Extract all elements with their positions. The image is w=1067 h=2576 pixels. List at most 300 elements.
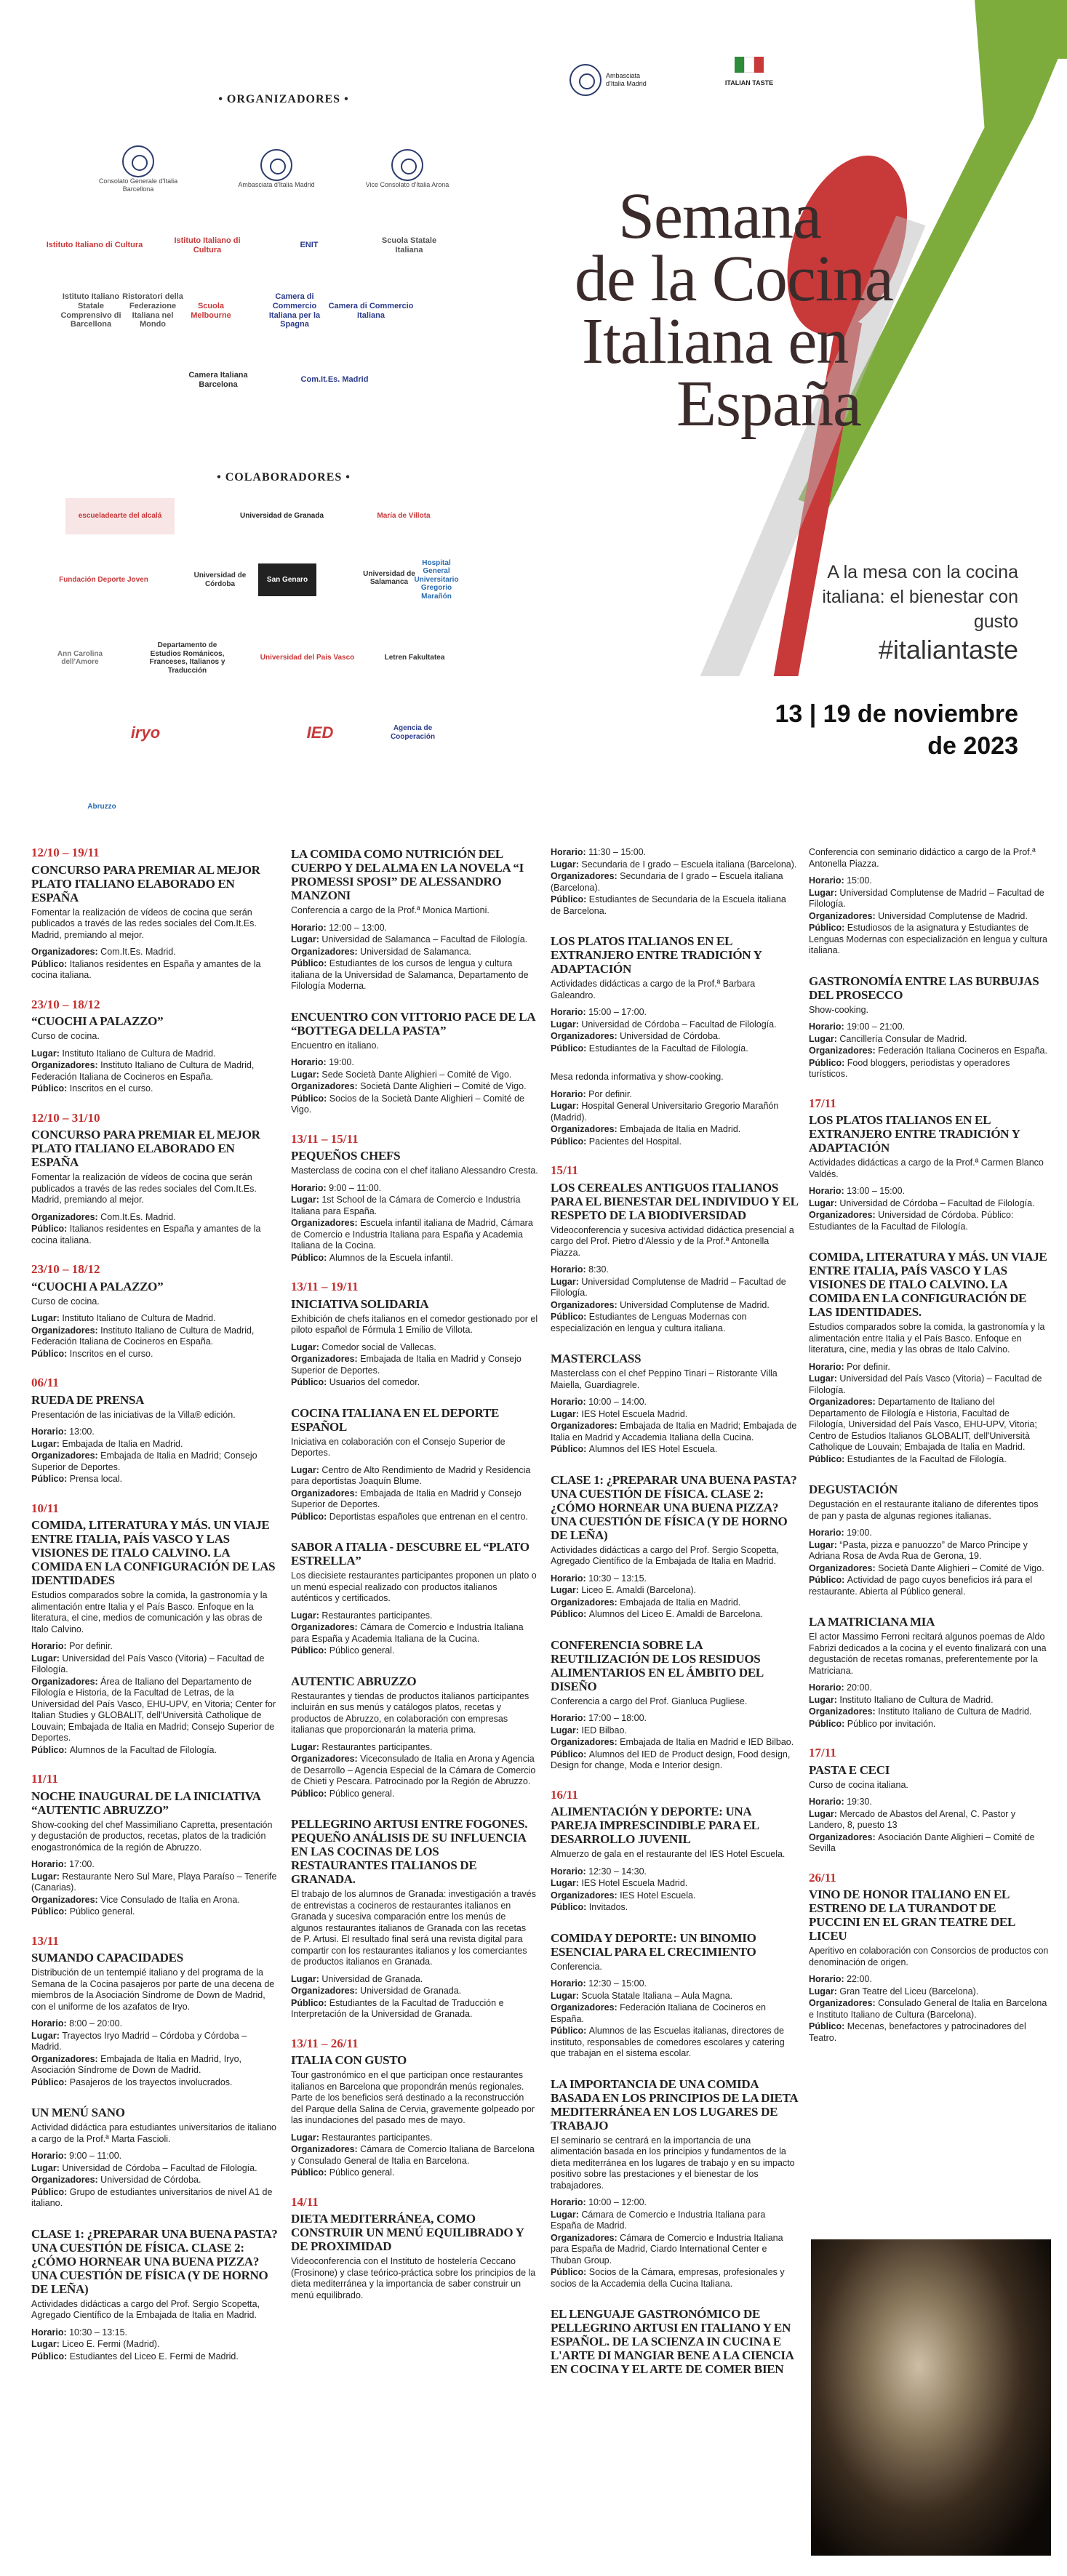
event-detail-row: Organizadores: Cámara de Comercio Italiana de Barcelona y Consulado General de Italia en Barcelona. (291, 2144, 535, 2166)
event-detail-row: Lugar: Comedor social de Vallecas. (291, 1341, 436, 1352)
organizer-logo: Scuola Statale Italiana (381, 236, 437, 254)
collaborator-logo: Universidad de Córdoba (193, 571, 247, 588)
event-detail-row: Organizadores: Universidad de Granada. (291, 1986, 462, 1996)
event-details (809, 1362, 1049, 1466)
event-details (551, 1978, 798, 2060)
event-detail-row: Lugar: Universidad Complutense de Madrid – Facultad de Filología. (551, 1276, 786, 1298)
program-event (809, 1482, 1049, 1597)
event-details (551, 847, 798, 917)
event-detail-row: Organizadores: Embajada de Italia en Madrid; Consejo Superior de Deportes. (31, 1450, 257, 1472)
event-title: PELLEGRINO ARTUSI ENTRE FOGONES. PEQUEÑO ANÁLISIS DE SU INFLUENCIA EN LAS COCINAS DE LOS RESTAURANTES ITALIANOS DE GRANADA. (291, 1817, 528, 1886)
event-detail-row: Organizadores: Universidad de Córdoba. (31, 2175, 201, 2185)
event-details (291, 2132, 538, 2179)
event-detail-row: Público: Actividad de pago cuyos beneficios irá para el restaurante. Abierta al Público general. (809, 1575, 1033, 1597)
event-description: Mesa redonda informativa y show-cooking. (551, 1072, 724, 1082)
event-title: “CUOCHI A PALAZZO” (31, 1279, 164, 1293)
event-title: SABOR A ITALIA - DESCUBRE EL “PLATO ESTRELLA” (291, 1540, 529, 1568)
event-detail-row: Organizadores: Federación Italiana Cocineros en España. (809, 1046, 1047, 1056)
event-detail-row: Horario: 8:30. (551, 1264, 609, 1275)
event-detail-row: Horario: 12:30 – 15:00. (551, 1978, 647, 1989)
event-details (809, 1974, 1049, 2044)
event-date: 23/10 – 18/12 (31, 1262, 100, 1276)
event-date: 12/10 – 19/11 (31, 846, 100, 859)
event-detail-row: Público: Alumnos del IES Hotel Escuela. (551, 1444, 718, 1454)
event-description: Videoconferencia y sucesiva actividad didáctica presencial a cargo del Prof. Pietro d'Alessio y de la Prof.ª Antonella Piazza. (551, 1224, 794, 1258)
event-date: 11/11 (31, 1772, 58, 1786)
event-title: COCINA ITALIANA EN EL DEPORTE ESPAÑOL (291, 1405, 500, 1434)
event-detail-row: Horario: 10:30 – 13:15. (31, 2327, 128, 2338)
organizer-logo: Vice Consolato d'Italia Arona (353, 135, 462, 204)
event-title: CONFERENCIA SOBRE LA REUTILIZACIÓN DE LOS RESIDUOS ALIMENTARIOS EN EL ÁMBITO DEL DISEÑO (551, 1637, 764, 1693)
program-event (31, 1773, 279, 1918)
event-details (291, 1057, 538, 1116)
event-detail-row: Organizadores: Embajada de Italia en Madrid. (551, 1597, 741, 1608)
event-title: VINO DE HONOR ITALIANO EN EL ESTRENO DE LA TURANDOT DE PUCCINI EN EL GRAN TEATRE DEL LICEU (809, 1887, 1015, 1943)
program-event (551, 1789, 798, 1914)
event-detail-row: Horario: Por definir. (31, 1641, 113, 1651)
event-detail-row: Público: Alumnos de la Escuela infantil. (291, 1252, 454, 1263)
event-detail-row: Organizadores: Cámara de Comercio e Industria Italiana para España de Madrid, Ciardo International Center e Thuban Group. (551, 2232, 783, 2266)
event-details (291, 1742, 538, 1800)
event-detail-row: Público: Prensa local. (31, 1474, 123, 1484)
event-detail-row: Horario: 19:00 – 21:00. (809, 1022, 906, 1032)
event-description: Conferencia a cargo del Prof. Gianluca Pugliese. (551, 1696, 748, 1706)
event-detail-row: Público: Alumnos de las Escuelas italianas, directores de instituto, responsables de comedores escolares y catering que trabajan en el sistema escolar. (551, 2026, 785, 2058)
collaborator-logo: San Genaro (258, 563, 316, 596)
event-detail-row: Horario: Por definir. (551, 1088, 632, 1099)
event-description: Encuentro en italiano. (291, 1040, 379, 1051)
event-detail-row: Horario: 9:00 – 11:00. (291, 1182, 382, 1193)
event-detail-row: Horario: 15:00. (809, 875, 872, 886)
event-title: COMIDA, LITERATURA Y MÁS. UN VIAJE ENTRE ITALIA, PAÍS VASCO Y LAS VISIONES DE ITALO CALVINO. LA COMIDA EN LA CONFIGURACIÓN DE LAS IDENTIDADES. (809, 1250, 1047, 1319)
event-details (809, 1528, 1049, 1597)
event-detail-row: Horario: 9:00 – 11:00. (31, 2151, 122, 2161)
event-detail-row: Organizadores: Área de Italiano del Departamento de Filología e Historia, de la Facultad de Letras, de la Universidad del País Vasco, EHU-UPV, en Vitoria; Center for Italian Studies y GLOBALIT, dell'Università Catholique de Louvain; Embajada de Italia en Madrid; Consejo Superior de Deportes. (31, 1676, 276, 1743)
event-detail-row: Organizadores: Universidad de Córdoba. Público: Estudiantes de la Facultad de Filología. (809, 1210, 1014, 1232)
event-detail-row: Lugar: Instituto Italiano de Cultura de Madrid. (31, 1313, 216, 1323)
event-detail-row: Público: Alumnos del Liceo E. Amaldi de Barcelona. (551, 1609, 763, 1619)
event-title: UN MENÚ SANO (31, 2106, 125, 2119)
event-details (551, 1866, 798, 1914)
collaborator-logo: Letren Fakultatea (384, 654, 445, 662)
event-detail-row: Organizadores: Embajada de Italia en Madrid e IED Bilbao. (551, 1737, 794, 1747)
event-detail-row: Lugar: Instituto Italiano de Cultura de Madrid. (809, 1694, 994, 1705)
event-description: Iniciativa en colaboración con el Consejo Superior de Deportes. (291, 1436, 505, 1458)
event-detail-row: Organizadores: Cámara de Comercio e Industria Italiana para España y Academia Italiana de la Cucina. (291, 1622, 524, 1644)
event-detail-row: Organizadores: Instituto Italiano de Cultura de Madrid, Federación Italiana de Cocineros en España. (31, 1325, 255, 1347)
event-detail-row: Público: Público general. (291, 1788, 395, 1799)
event-detail-row: Organizadores: Consulado General de Italia en Barcelona e Instituto Italiano de Cultura (Barcelona). (809, 1998, 1047, 2020)
program-event (31, 2227, 279, 2363)
collaborator-logo: María de Villota (377, 512, 431, 521)
event-detail-row: Organizadores: Instituto Italiano de Cultura de Madrid, Federación Italiana de Cocineros en España. (31, 1060, 255, 1082)
event-details (31, 2151, 279, 2210)
event-date: 17/11 (809, 1096, 836, 1110)
event-description: Conferencia. (551, 1961, 602, 1972)
event-title: LOS PLATOS ITALIANOS EN EL EXTRANJERO ENTRE TRADICIÓN Y ADAPTACIÓN (551, 934, 762, 976)
program-event (291, 1010, 538, 1116)
event-details (291, 1183, 538, 1264)
collaborator-logo: Universidad del País Vasco (260, 654, 355, 662)
event-details (551, 1397, 798, 1456)
organizer-logo: Istituto Italiano Statale Comprensivo di Barcellona (60, 292, 121, 329)
event-title: COMIDA, LITERATURA Y MÁS. UN VIAJE ENTRE ITALIA, PAÍS VASCO Y LAS VISIONES DE ITALO CALVINO. LA COMIDA EN LA CONFIGURACIÓN DE LAS IDENTIDADES (31, 1518, 276, 1587)
event-detail-row: Lugar: Scuola Statale Italiana – Aula Magna. (551, 1990, 733, 2001)
event-detail-row: Lugar: Liceo E. Fermi (Madrid). (31, 2339, 160, 2349)
event-detail-row: Público: Inscritos en el curso. (31, 1083, 153, 1094)
event-description: Restaurantes y tiendas de productos italianos participantes incluirán en sus menús y catálogos platos, recetas y productos de Abruzzo, en colaboración con empresas italianas que proporcionarán la materia prima. (291, 1690, 529, 1735)
event-detail-row: Horario: 15:00 – 17:00. (551, 1007, 647, 1017)
event-detail-row: Lugar: Universidad del País Vasco (Vitoria) – Facultad de Filología. (809, 1373, 1042, 1395)
event-title: LA IMPORTANCIA DE UNA COMIDA BASADA EN LOS PRINCIPIOS DE LA DIETA MEDITERRÁNEA EN LOS LUGARES DE TRABAJO (551, 2077, 798, 2132)
event-detail-row: Lugar: Universidad de Granada. (291, 1973, 423, 1984)
event-date: 10/11 (31, 1501, 59, 1515)
event-detail-row: Organizadores: Embajada de Italia en Madrid y Consejo Superior de Deportes. (291, 1488, 521, 1509)
event-detail-row: Horario: 10:00 – 12:00. (551, 2197, 647, 2207)
event-details (291, 923, 538, 992)
event-description: Curso de cocina. (31, 1031, 100, 1041)
event-detail-row: Lugar: Universidad del País Vasco (Vitoria) – Facultad de Filología. (31, 1653, 265, 1674)
event-detail-row: Horario: 17:00 – 18:00. (551, 1713, 647, 1723)
program-column-1 (31, 847, 279, 2380)
event-detail-row: Lugar: Instituto Italiano de Cultura de Madrid. (31, 1048, 216, 1059)
event-detail-row: Lugar: Restaurantes participantes. (291, 1610, 433, 1621)
event-detail-row: Público: Pacientes del Hospital. (551, 1136, 682, 1147)
event-detail-row: Organizadores: Viceconsulado de Italia en Arona y Agencia de Desarrollo – Agencia Especial de la Cámara de Comercio de Chieti y Pescara. Patrocinado por la Región de Abruzzo. (291, 1754, 536, 1786)
event-detail-row: Público: Inscritos en el curso. (31, 1348, 153, 1359)
event-details (31, 1641, 279, 1756)
collaborator-logo: iryo (55, 716, 236, 749)
organizer-logo: Camera di Commercio Italiana per la Spagna (268, 292, 321, 329)
event-detail-row: Público: Mecenas, benefactores y patrocinadores del Teatro. (809, 2021, 1026, 2043)
organizer-logo: Ambasciata d'Italia Madrid (222, 135, 331, 204)
event-title: RUEDA DE PRENSA (31, 1392, 145, 1407)
event-detail-row: Público: Público general. (291, 1645, 395, 1656)
event-detail-row: Público: Alumnos del IED de Product design, Food design, Design for change, Moda e Interior design. (551, 1749, 791, 1770)
event-detail-row: Organizadores: Instituto Italiano de Cultura de Madrid. (809, 1706, 1032, 1717)
event-detail-row: Público: Food bloggers, periodistas y operadores turísticos. (809, 1057, 1010, 1079)
event-title: LA COMIDA COMO NUTRICIÓN DEL CUERPO Y DEL ALMA EN LA NOVELA “I PROMESSI SPOSI” DE ALESSANDRO MANZONI (291, 847, 524, 902)
event-details (809, 1186, 1049, 1232)
program-event (31, 847, 279, 982)
event-description: Actividad didáctica para estudiantes universitarios de italiano a cargo de la Prof.ª Marta Fascioli. (31, 2122, 276, 2144)
program-event (291, 1817, 538, 2021)
program-event (551, 2307, 798, 2376)
event-detail-row: Organizadores: Universidad Complutense de Madrid. (809, 910, 1028, 921)
event-description: Almuerzo de gala en el restaurante del IES Hotel Escuela. (551, 1849, 786, 1859)
program-event (291, 1281, 538, 1389)
event-detail-row: Horario: 22:00. (809, 1974, 872, 1984)
event-description: Presentación de las iniciativas de la Villa® edición. (31, 1409, 236, 1420)
event-detail-row: Organizadores: Com.It.Es. Madrid. (31, 1211, 176, 1222)
program-event (551, 934, 798, 1054)
collaborator-logo: Hospital General Universitario Gregorio Marañón (414, 558, 459, 601)
event-detail-row: Organizadores: Vice Consulado de Italia en Arona. (31, 1894, 240, 1905)
organizer-logo: Com.It.Es. Madrid (300, 375, 369, 385)
event-detail-row: Organizadores: Universidad de Córdoba. (551, 1031, 721, 1041)
collaborator-logo: Agencia de Cooperación (390, 724, 436, 741)
event-title: CONCURSO PARA PREMIAR EL MEJOR PLATO ITALIANO ELABORADO EN ESPAÑA (31, 1128, 260, 1169)
event-date: 15/11 (551, 1163, 578, 1177)
event-details (551, 1264, 798, 1334)
event-title: NOCHE INAUGURAL DE LA INICIATIVA “AUTENTIC ABRUZZO” (31, 1789, 260, 1817)
event-title: SUMANDO CAPACIDADES (31, 1951, 183, 1965)
event-date: 13/11 – 26/11 (291, 2036, 359, 2050)
program-event (31, 1264, 279, 1360)
event-description: Show-cooking. (809, 1004, 868, 1015)
event-description: Estudios comparados sobre la comida, la gastronomía y la alimentación entre Italia y el País Basco. Enfoque en la literatura, el cine, medios de comunicación y las obras de Italo Calvino. (31, 1590, 268, 1634)
event-detail-row: Lugar: IES Hotel Escuela Madrid. (551, 1408, 688, 1419)
program-event (291, 1133, 538, 1264)
event-detail-row: Organizadores: Società Dante Alighieri – Comité de Vigo. (809, 1562, 1044, 1573)
event-title: PEQUEÑOS CHEFS (291, 1149, 401, 1163)
event-detail-row: Horario: 20:00. (809, 1682, 872, 1693)
collaborator-logo: Departamento de Estudios Románicos, Franceses, Italianos y Traducción (149, 641, 225, 675)
event-detail-row: Público: Estudiantes de la Facultad de Filología. (809, 1453, 1007, 1464)
event-description: Conferencia con seminario didáctico a cargo de la Prof.ª Antonella Piazza. (809, 847, 1036, 869)
program-event (31, 999, 279, 1095)
event-detail-row: Público: Alumnos de la Facultad de Filología. (31, 1744, 217, 1755)
event-description: Degustación en el restaurante italiano de diferentes tipos de pan y pasta de algunas regiones italianas. (809, 1499, 1039, 1521)
program-event (809, 1250, 1049, 1465)
event-detail-row: Horario: 19:00. (291, 1057, 354, 1067)
program-event (551, 1473, 798, 1621)
organizer-logo: Istituto Italiano di Cultura (174, 236, 241, 254)
embassy-emblem-icon (570, 64, 602, 96)
event-detail-row: Horario: 12:30 – 14:30. (551, 1866, 647, 1877)
event-detail-row: Organizadores: IES Hotel Escuela. (551, 1890, 696, 1901)
program-event (31, 1935, 279, 2089)
italian-taste-logo: ITALIAN TASTE (720, 57, 778, 100)
event-date: 13/11 – 19/11 (291, 1280, 359, 1293)
event-description: Curso de cocina italiana. (809, 1779, 908, 1790)
program-column-4 (809, 847, 1049, 2061)
event-detail-row: Lugar: Secundaria de I grado – Escuela italiana (Barcelona). (551, 859, 797, 870)
event-detail-row: Público: Deportistas españoles que entrenan en el centro. (291, 1511, 528, 1522)
event-title: ITALIA CON GUSTO (291, 2053, 407, 2067)
program-event (809, 974, 1049, 1080)
collaborator-logo: Universidad de Salamanca (363, 569, 415, 586)
event-detail-row: Organizadores: Escuela infantil italiana de Madrid, Cámara de Comercio e Industria Italiana para España y Academia Italiana de la Cocina. (291, 1218, 533, 1251)
organizadores-heading: • ORGANIZADORES • (218, 93, 349, 105)
event-detail-row: Lugar: Liceo E. Amaldi (Barcelona). (551, 1585, 697, 1595)
event-detail-row: Público: Estudiosos de la asignatura y Estudiantes de Lenguas Modernas con especialización en lengua y cultura italiana. (809, 923, 1047, 955)
event-detail-row: Organizadores: Universidad Complutense de Madrid. (551, 1299, 770, 1310)
event-date: 14/11 (291, 2194, 319, 2209)
event-detail-row: Organizadores: Departamento de Italiano del Departamento de Filología e Historia, Facultad de Filología, Universidad del País Vasco, EHU-UPV, Vitoria; Centro de Estudios Italianos GLOBALIT, dell'Università Catholique de Louvain; Embajada de Italia en Madrid. (809, 1397, 1037, 1452)
event-detail-row: Lugar: Cámara de Comercio e Industria Italiana para España de Madrid. (551, 2209, 766, 2231)
event-detail-row: Organizadores: Universidad de Salamanca. (291, 946, 472, 957)
organizer-logo: Istituto Italiano di Cultura (46, 241, 143, 250)
event-description: El seminario se centrará en la importancia de una alimentación basada en los principios y fundamentos de la dieta mediterránea en los lugares de trabajo y en su impacto positivo sobre las prestaciones y el bienestar de los trabajadores. (551, 2135, 795, 2191)
event-title: INICIATIVA SOLIDARIA (291, 1296, 429, 1311)
event-description: Actividades didácticas a cargo del Prof. Sergio Scopetta, Agregado Científico de la Embajada de Italia en Madrid. (31, 2298, 260, 2320)
event-title: CLASE 1: ¿PREPARAR UNA BUENA PASTA? UNA CUESTIÓN DE FÍSICA. CLASE 2: ¿CÓMO HORNEAR UNA BUENA PIZZA? UNA CUESTIÓN DE FÍSICA (Y DE HORNO DE LEÑA) (31, 2226, 278, 2296)
event-detail-row: Horario: 8:00 – 20:00. (31, 2018, 123, 2029)
event-details (31, 947, 279, 982)
event-detail-row: Público: Público por invitación. (809, 1718, 936, 1729)
event-description: El trabajo de los alumnos de Granada: investigación a través de entrevistas a cocineros de restaurantes italianos en Granada y sucesiva comparación entre los menús de algunos restaurantes italianos de Granada con las recetas de P. Artusi. El resultado final será una revista digital para compartir con los restaurantes italianos y los comerciantes de productos italianos en Granada. (291, 1889, 536, 1967)
event-description: Tour gastronómico en el que participan once restaurantes italianos en Barcelona que propondrán menús regionales. Parte de los beneficios será destinado a la reconstrucción del Parque della Salina de Cervia, gravemente golpeado por las inundaciones del pasado mes de mayo. (291, 2070, 535, 2125)
event-description: Exhibición de chefs italianos en el comedor gestionado por el piloto español de Fórmula 1 Emilio de Villota. (291, 1313, 538, 1335)
event-description: Show-cooking del chef Massimiliano Capretta, presentación y degustación de productos, recetas, platos de la tradición enogastronómica de la región de Abruzzo. (31, 1819, 273, 1853)
event-description: Conferencia a cargo de la Prof.ª Monica Martioni. (291, 905, 489, 915)
event-detail-row: Lugar: Centro de Alto Rendimiento de Madrid y Residencia para deportistas Joaquín Blume. (291, 1464, 531, 1486)
event-description: Videoconferencia con el Instituto de hostelería Ceccano (Frosinone) y clase teórico-práctica sobre los principios de la dieta mediterránea y la importancia de saber construir un menú equilibrado. (291, 2256, 536, 2300)
event-title: ALIMENTACIÓN Y DEPORTE: UNA PAREJA IMPRESCINDIBLE PARA EL DESARROLLO JUVENIL (551, 1805, 759, 1846)
event-detail-row: Público: Público general. (31, 1906, 135, 1917)
event-detail-row: Organizadores: Embajada de Italia en Madrid; Embajada de Italia en Madrid y Accademia Italiana della Cucina. (551, 1421, 797, 1443)
event-title: COMIDA Y DEPORTE: UN BINOMIO ESENCIAL PARA EL CRECIMIENTO (551, 1930, 756, 1959)
program-event (551, 1072, 798, 1147)
event-details (551, 1007, 798, 1054)
event-detail-row: Lugar: Mercado de Abastos del Arenal, C. Pastor y Landero, 8, puesto 13 (809, 1808, 1016, 1830)
event-detail-row: Lugar: “Pasta, pizza e panuozzo” de Marco Principe y Adriana Rosa de Avda Rua de Gerona, 19. (809, 1539, 1028, 1561)
event-detail-row: Público: Italianos residentes en España y amantes de la cocina italiana. (31, 1224, 261, 1245)
event-detail-row: Horario: 10:30 – 13:15. (551, 1573, 647, 1584)
program-event (551, 1638, 798, 1772)
collaborator-logo: Fundación Deporte Joven (59, 575, 148, 584)
event-title: “CUOCHI A PALAZZO” (31, 1014, 164, 1028)
hero-title: Semana de la Cocina Italiana en España (575, 180, 893, 440)
event-date: 06/11 (31, 1376, 59, 1389)
event-details (551, 2197, 798, 2290)
event-detail-row: Público: Estudiantes de la Facultad de Traducción e Interpretación de la Universidad de Granada. (291, 1997, 504, 2019)
event-details (31, 1859, 279, 1918)
event-details (291, 1610, 538, 1657)
event-date: 12/10 – 31/10 (31, 1110, 100, 1125)
event-date: 13/11 – 15/11 (291, 1131, 359, 1146)
event-description: Fomentar la realización de vídeos de cocina que serán publicados a través de las redes sociales del Com.It.Es. Madrid, premiando al mejor. (31, 1172, 257, 1205)
event-details (31, 2327, 279, 2363)
organizer-logo: Scuola Melbourne (191, 301, 231, 320)
event-details (291, 1342, 538, 1389)
event-date: 17/11 (809, 1746, 836, 1760)
event-date: 13/11 (31, 1933, 59, 1948)
event-description: Estudios comparados sobre la comida, la gastronomía y la alimentación entre Italia y el País Basco. Enfoque en literatura, cine, media y las obras de Italo Calvino. (809, 1322, 1045, 1355)
event-detail-row: Organizadores: Asociación Dante Alighieri – Comité de Sevilla (809, 1831, 1035, 1853)
emblem-icon (122, 145, 154, 177)
event-detail-row: Lugar: Universidad de Córdoba – Facultad de Filología. (31, 2162, 257, 2173)
event-title: LA MATRICIANA MIA (809, 1615, 935, 1629)
event-detail-row: Lugar: IED Bilbao. (551, 1725, 627, 1736)
event-detail-row: Lugar: Universidad de Salamanca – Facultad de Filología. (291, 934, 528, 944)
event-title: GASTRONOMÍA ENTRE LAS BURBUJAS DEL PROSECCO (809, 974, 1039, 1002)
event-detail-row: Horario: 13:00. (31, 1427, 95, 1437)
event-description: Actividades didácticas a cargo del Prof. Sergio Scopetta, Agregado Científico de la Embajada de Italia en Madrid. (551, 1544, 780, 1566)
event-title: LOS CEREALES ANTIGUOS ITALIANOS PARA EL BIENESTAR DEL INDIVIDUO Y EL RESPETO DE LA BIODIVERSIDAD (551, 1180, 798, 1222)
event-detail-row: Horario: 10:00 – 14:00. (551, 1397, 647, 1407)
event-detail-row: Horario: 12:00 – 13:00. (291, 922, 388, 933)
event-description: Actividades didácticas a cargo de la Prof.ª Carmen Blanco Valdés. (809, 1157, 1044, 1179)
event-detail-row: Horario: 17:00. (31, 1859, 95, 1869)
event-detail-row: Público: Estudiantes de Lenguas Modernas con especialización en lengua y cultura italiana. (551, 1312, 747, 1333)
event-details (809, 875, 1049, 957)
program-event (31, 1377, 279, 1485)
event-details (31, 2018, 279, 2088)
event-detail-row: Público: Italianos residentes en España y amantes de la cocina italiana. (31, 958, 261, 980)
event-detail-row: Lugar: Restaurantes participantes. (291, 1741, 433, 1752)
event-detail-row: Lugar: Sede Società Dante Alighieri – Comité de Vigo. (291, 1069, 512, 1080)
event-detail-row: Lugar: IES Hotel Escuela Madrid. (551, 1878, 688, 1888)
event-detail-row: Organizadores: Federación Italiana de Cocineros en España. (551, 2002, 766, 2024)
program-event (551, 1165, 798, 1334)
event-description: Aperitivo en colaboración con Consorcios de productos con denominación de origen. (809, 1946, 1049, 1967)
event-detail-row: Público: Estudiantes del Liceo E. Fermi de Madrid. (31, 2351, 239, 2362)
event-detail-row: Organizadores: Embajada de Italia en Madrid, Iryo, Asociación Síndrome de Down de Madrid. (31, 2053, 242, 2075)
emblem-icon (260, 149, 292, 181)
event-detail-row: Organizadores: Secundaria de I grado – Escuela italiana (Barcelona). (551, 871, 783, 893)
event-details (551, 1713, 798, 1772)
event-detail-row: Horario: Por definir. (809, 1361, 890, 1372)
collaborator-logo: Abruzzo (87, 803, 116, 811)
program-event (291, 2196, 538, 2302)
bread-photo (811, 2239, 1051, 2556)
event-detail-row: Organizadores: Società Dante Alighieri – Comité de Vigo. (291, 1081, 527, 1091)
event-dates: 13 | 19 de noviembre de 2023 (775, 700, 1018, 760)
event-details (31, 1313, 279, 1360)
event-details (551, 1089, 798, 1148)
event-details (31, 1427, 279, 1485)
program-event (551, 1931, 798, 2060)
event-date: 26/11 (809, 1870, 836, 1885)
event-detail-row: Organizadores: Embajada de Italia en Madrid y Consejo Superior de Deportes. (291, 1354, 521, 1376)
event-description: Masterclass de cocina con el chef italiano Alessandro Cresta. (291, 1165, 538, 1176)
event-description: El actor Massimo Ferroni recitará algunos poemas de Aldo Fabrizi dedicados a la cocina y el evento finalizará con una degustación de recetas romanas, preferentemente por la Matriciana. (809, 1632, 1047, 1676)
event-detail-row: Público: Pasajeros de los trayectos involucrados. (31, 2077, 233, 2087)
embassy-logo: Ambasciata d'Italia Madrid (570, 58, 657, 102)
event-title: MASTERCLASS (551, 1352, 642, 1365)
event-detail-row: Lugar: Gran Teatre del Liceu (Barcelona). (809, 1986, 979, 1997)
program-event (551, 2077, 798, 2290)
event-title: AUTENTIC ABRUZZO (291, 1674, 417, 1688)
event-detail-row: Horario: 11:30 – 15:00. (551, 847, 647, 857)
event-detail-row: Lugar: Restaurantes participantes. (291, 2132, 433, 2143)
event-detail-row: Lugar: Universidad de Córdoba – Facultad de Filología. (809, 1197, 1035, 1208)
collaborator-logo: Universidad de Granada (239, 512, 324, 521)
event-description: Actividades didácticas a cargo de la Prof.ª Barbara Galeandro. (551, 979, 756, 1000)
event-detail-row: Lugar: Cancillería Consular de Madrid. (809, 1033, 967, 1044)
event-detail-row: Lugar: Trayectos Iryo Madrid – Córdoba y Córdoba – Madrid. (31, 2030, 247, 2052)
organizer-logo: Consolato Generale d'Italia Barcellona (84, 135, 193, 204)
program-event (291, 1540, 538, 1657)
event-detail-row: Lugar: Restaurante Nero Sul Mare, Playa Paraíso – Tenerife (Canarias). (31, 1871, 277, 1893)
event-details (31, 1212, 279, 1247)
organizer-logo: Camera Italiana Barcelona (188, 370, 248, 389)
program-event (291, 1406, 538, 1523)
event-date: 16/11 (551, 1787, 578, 1802)
event-detail-row: Horario: 13:00 – 15:00. (809, 1186, 906, 1196)
event-title: DIETA MEDITERRÁNEA, COMO CONSTRUIR UN MENÚ EQUILIBRADO Y DE PROXIMIDAD (291, 2212, 524, 2253)
event-detail-row: Organizadores: Embajada de Italia en Madrid. (551, 1124, 741, 1134)
emblem-icon (391, 149, 423, 181)
program-event (809, 1872, 1049, 2045)
program-event (291, 2038, 538, 2179)
collaborator-logo: escueladearte del alcalá (65, 498, 175, 534)
event-detail-row: Público: Público general. (291, 2167, 395, 2178)
event-title: LOS PLATOS ITALIANOS EN EL EXTRANJERO ENTRE TRADICIÓN Y ADAPTACIÓN (809, 1113, 1020, 1155)
event-title: CLASE 1: ¿PREPARAR UNA BUENA PASTA? UNA CUESTIÓN DE FÍSICA. CLASE 2: ¿CÓMO HORNEAR UNA BUENA PIZZA? UNA CUESTIÓN DE FÍSICA (Y DE HORNO DE LEÑA) (551, 1472, 797, 1542)
event-description: Distribución de un tentempié italiano y del programa de la Semana de la Cocina pasajeros por parte de una decena de miembros de la Asociación Síndrome de Down de Madrid, con el uniforme de los azafatos de Iryo. (31, 1967, 275, 2012)
program-event (31, 1503, 279, 1757)
event-title: DEGUSTACIÓN (809, 1482, 898, 1496)
event-detail-row: Lugar: Embajada de Italia en Madrid. (31, 1438, 183, 1449)
hero-tagline: A la mesa con la cocina italiana: el bienestar con gusto (822, 562, 1018, 632)
program-event (551, 847, 798, 917)
event-detail-row: Lugar: Universidad Complutense de Madrid – Facultad de Filología. (809, 887, 1044, 909)
event-detail-row: Público: Socios de la Cámara, empresas, profesionales y socios de la Accademia della Cucina Italiana. (551, 2267, 785, 2289)
event-detail-row: Público: Estudiantes de los cursos de lengua y cultura italiana de la Universidad de Salamanca, Departamento de Filología Moderna. (291, 958, 529, 991)
